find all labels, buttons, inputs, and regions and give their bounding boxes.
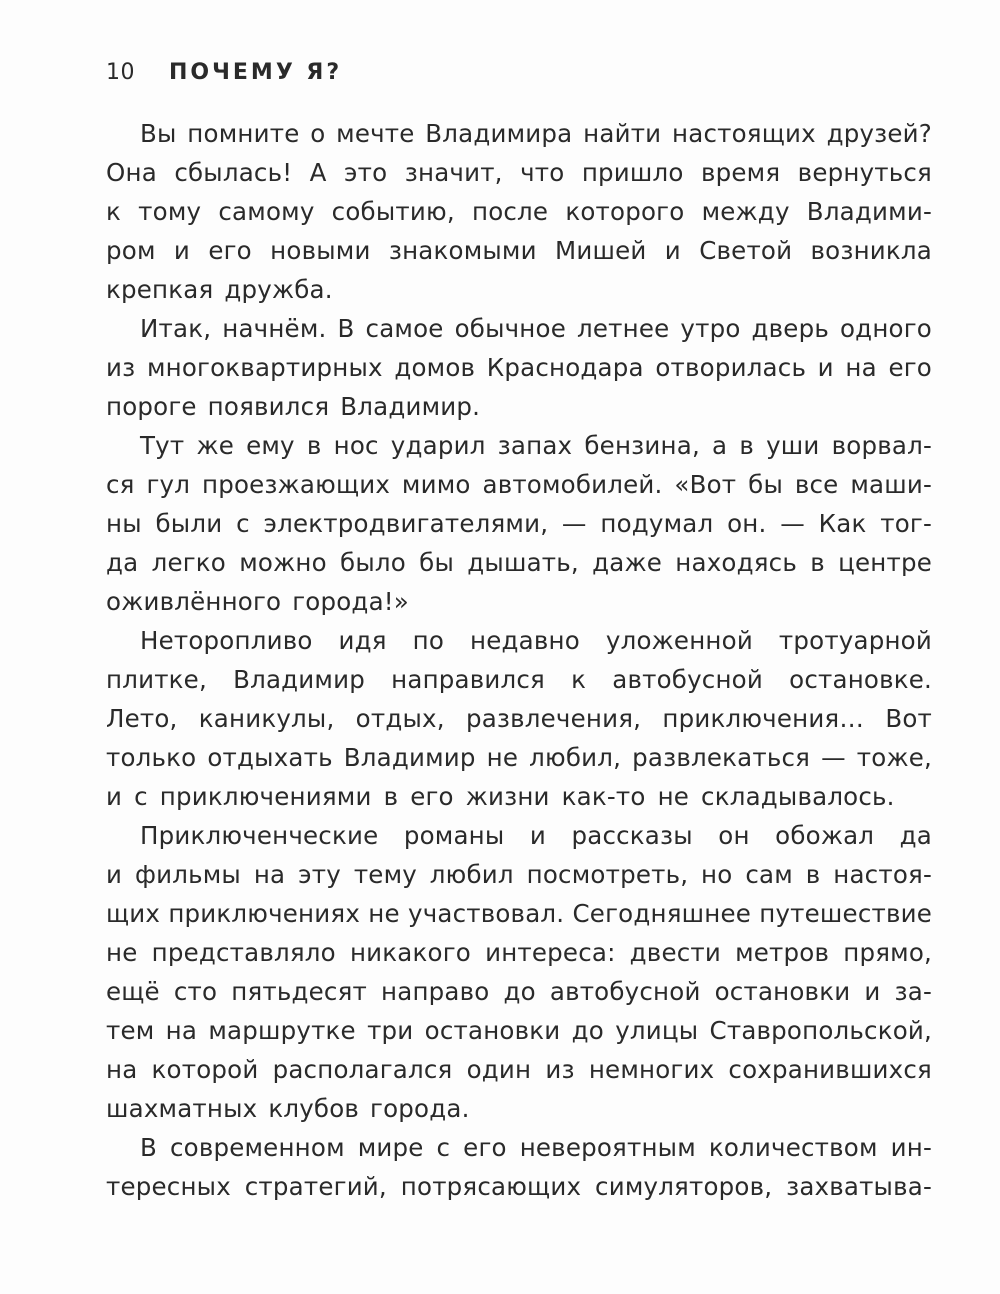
running-head [106, 60, 342, 94]
page-number: 10 [106, 60, 135, 85]
text-line: и с приключениями в его жизни как-то не складывалось. [106, 782, 895, 811]
text-line: только отдыхать Владимир не любил, развлекаться — тоже, [106, 743, 932, 772]
text-line: Тут же ему в нос ударил запах бензина, а в уши ворвал- [140, 431, 932, 460]
text-line: не представляло никакого интереса: двести метров прямо, [106, 938, 932, 967]
text-line: на которой располагался один из немногих сохранившихся [106, 1055, 932, 1084]
text-line: В современном мире с его невероятным количеством ин- [140, 1133, 932, 1162]
text-line: к тому самому событию, после которого между Владими- [106, 197, 932, 226]
text-line: Она сбылась! А это значит, что пришло время вернуться [106, 158, 932, 187]
text-line: ны были с электродвигателями, — подумал он. — Как тог- [106, 509, 932, 538]
text-line: пороге появился Владимир. [106, 392, 481, 421]
text-line: щих приключениях не участвовал. Сегодняшнее путешествие [106, 899, 932, 928]
text-line: крепкая дружба. [106, 275, 333, 304]
chapter-title: ПОЧЕМУ Я? [169, 60, 343, 85]
text-line: оживлённого города!» [106, 587, 409, 616]
text-line: тересных стратегий, потрясающих симуляторов, захватыва- [106, 1172, 932, 1201]
text-line: тем на маршрутке три остановки до улицы Ставропольской, [106, 1016, 932, 1045]
text-line: шахматных клубов города. [106, 1094, 470, 1123]
text-line: да легко можно было бы дышать, даже находясь в центре [106, 548, 932, 577]
text-line: Приключенческие романы и рассказы он обожал да [140, 821, 932, 850]
body-text [106, 114, 932, 1206]
text-line: из многоквартирных домов Краснодара отворилась и на его [106, 353, 932, 382]
text-line: ром и его новыми знакомыми Мишей и Светой возникла [106, 236, 932, 265]
text-line: Неторопливо идя по недавно уложенной тротуарной [140, 626, 932, 655]
text-line: и фильмы на эту тему любил посмотреть, но сам в настоя- [106, 860, 932, 889]
text-line: Итак, начнём. В самое обычное летнее утро дверь одного [140, 314, 932, 343]
text-line: Вы помните о мечте Владимира найти настоящих друзей? [140, 119, 932, 148]
text-line: Лето, каникулы, отдых, развлечения, приключения… Вот [106, 704, 932, 733]
text-line: ещё сто пятьдесят направо до автобусной остановки и за- [106, 977, 932, 1006]
text-line: ся гул проезжающих мимо автомобилей. «Вот бы все маши- [106, 470, 932, 499]
text-line: плитке, Владимир направился к автобусной остановке. [106, 665, 932, 694]
